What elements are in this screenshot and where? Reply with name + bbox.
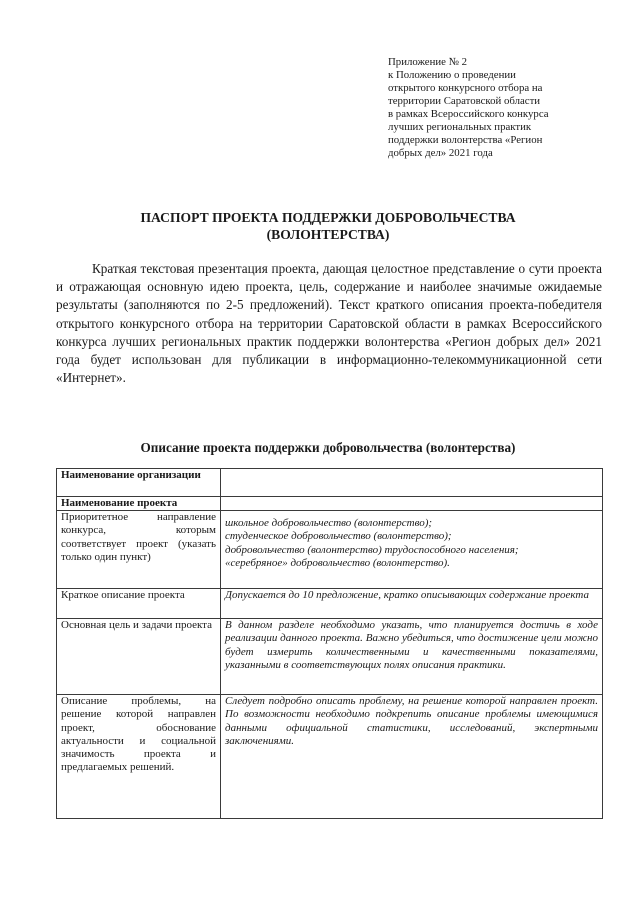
row-label-goal-tasks: Основная цель и задачи проекта xyxy=(57,619,221,695)
row-value-short-description: Допускается до 10 предложение, кратко описывающих содержание проекта xyxy=(221,589,603,619)
row-value-goal-tasks: В данном разделе необходимо указать, что планируется достичь в ходе реализации данного проекта. Важно убедиться, что достижение цели можно будет измерить количественными и качественными показателями, указанными в соответствующих полях описания практики. xyxy=(221,619,603,695)
row-label-problem-description: Описание проблемы, на решение которой направлен проект, обоснование актуальности и социальной значимость проекта и предлагаемых решений. xyxy=(57,695,221,819)
title-line-1: ПАСПОРТ ПРОЕКТА ПОДДЕРЖКИ ДОБРОВОЛЬЧЕСТВА xyxy=(140,210,516,225)
appendix-line: открытого конкурсного отбора на xyxy=(388,82,543,94)
appendix-line: Приложение № 2 xyxy=(388,56,468,68)
priority-option: школьное добровольчество (волонтерство); xyxy=(225,517,433,530)
priority-option: «серебряное» добровольчество (волонтерство). xyxy=(225,556,450,569)
title-line-2: (ВОЛОНТЕРСТВА) xyxy=(266,227,390,242)
priority-option: добровольчество (волонтерство) трудоспособного населения; xyxy=(225,543,519,556)
appendix-line: лучших региональных практик xyxy=(388,121,532,133)
priority-option: студенческое добровольчество (волонтерство); xyxy=(225,530,452,543)
table-row xyxy=(57,695,603,819)
page-title xyxy=(56,209,600,243)
row-label-organization: Наименование организации xyxy=(57,469,221,497)
appendix-note xyxy=(388,56,618,160)
table-caption: Описание проекта поддержки добровольчества (волонтерства) xyxy=(140,440,516,455)
intro-paragraph: Краткая текстовая презентация проекта, дающая целостное представление о сути проекта и отражающая основную идею проекта, цель, содержание и наиболее значимые ожидаемые результаты (заполняются по 2-5 предложений). Текст краткого описания проекта-победителя открытого конкурсного отбора на территории Саратовской области в рамках Всероссийского конкурса лучших региональных практик поддержки волонтерства «Регион добрых дел» 2021 года будет использован для публикации в информационно-телекоммуникационной сети «Интернет». xyxy=(56,261,602,386)
row-value-organization xyxy=(221,469,603,497)
row-label-project-name: Наименование проекта xyxy=(57,497,221,511)
appendix-line: добрых дел» 2021 года xyxy=(388,147,493,159)
table-row xyxy=(57,619,603,695)
row-label-priority-direction: Приоритетное направление конкурса, которым соответствует проект (указать только один пункт) xyxy=(57,511,221,589)
appendix-line: к Положению о проведении xyxy=(388,69,516,81)
appendix-line: территории Саратовской области xyxy=(388,95,541,107)
table-row xyxy=(57,469,603,497)
row-label-short-description: Краткое описание проекта xyxy=(57,589,221,619)
table-row xyxy=(57,497,603,511)
table-row xyxy=(57,511,603,589)
appendix-line: поддержки волонтерства «Регион xyxy=(388,134,543,146)
project-passport-table xyxy=(56,468,603,819)
row-value-project-name xyxy=(221,497,603,511)
row-value-priority-options xyxy=(221,511,603,589)
table-row xyxy=(57,589,603,619)
row-value-problem-description: Следует подробно описать проблему, на решение которой направлен проект. По возможности необходимо подкрепить описание проблемы имеющимися данными официальной статистики, исследований, экспертными заключениями. xyxy=(221,695,603,819)
appendix-line: в рамках Всероссийского конкурса xyxy=(388,108,549,120)
